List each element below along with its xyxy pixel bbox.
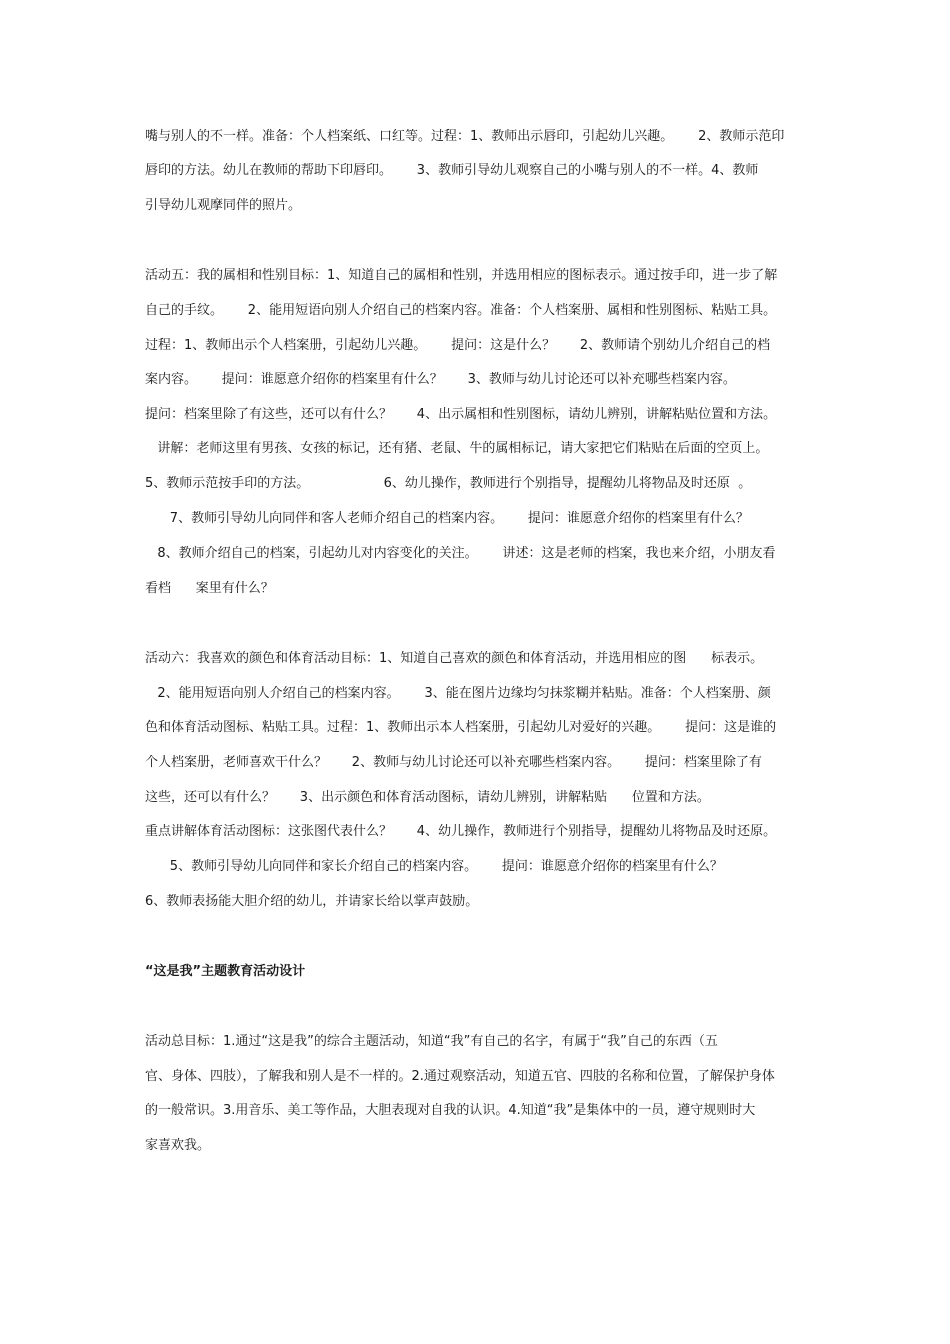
text-line: 引导幼儿观摩同伴的照片。 (145, 198, 302, 213)
text-line: 的一般常识。3.用音乐、美工等作品，大胆表现对自我的认识。4.知道“我”是集体中的一员，遵守规则时大 (145, 1103, 756, 1118)
section-heading: “这是我”主题教育活动设计 (145, 964, 306, 979)
text-line: 官、身体、四肢），了解我和别人是不一样的。2.通过观察活动，知道五官、四肢的名称和位置，了解保护身体 (145, 1069, 775, 1084)
text-line: 嘴与别人的不一样。准备：个人档案纸、口红等。过程：1、教师出示唇印，引起幼儿兴趣。 2、教师示范印 (145, 129, 785, 144)
text-line: 个人档案册，老师喜欢干什么？ 2、教师与幼儿讨论还可以补充哪些档案内容。 提问：档案里除了有 (145, 755, 762, 770)
text-line: 唇印的方法。幼儿在教师的帮助下印唇印。 3、教师引导幼儿观察自己的小嘴与别人的不一样。4、教师 (145, 163, 759, 178)
text-line: 这些，还可以有什么？ 3、出示颜色和体育活动图标，请幼儿辨别，讲解粘贴 位置和方法。 (145, 790, 710, 805)
text-line: 讲解：老师这里有男孩、女孩的标记，还有猪、老鼠、牛的属相标记，请大家把它们粘贴在后面的空页上。 (145, 441, 769, 456)
text-line: 色和体育活动图标、粘贴工具。过程：1、教师出示本人档案册，引起幼儿对爱好的兴趣。 提问：这是谁的 (145, 720, 777, 735)
text-line: 活动总目标：1.通过“这是我”的综合主题活动，知道“我”有自己的名字，有属于“我”自己的东西（五 (145, 1034, 718, 1049)
text-line: 自己的手纹。 2、能用短语向别人介绍自己的档案内容。准备：个人档案册、属相和性别图标、粘贴工具。 (145, 303, 777, 318)
text-line: 5、教师引导幼儿向同伴和家长介绍自己的档案内容。 提问：谁愿意介绍你的档案里有什么？ (145, 859, 723, 874)
text-line: 提问：档案里除了有这些，还可以有什么？ 4、出示属相和性别图标，请幼儿辨别，讲解粘贴位置和方法。 (145, 407, 777, 422)
text-line: 看档 案里有什么？ (145, 581, 274, 596)
text-line: 家喜欢我。 (145, 1138, 211, 1153)
text-line: 活动五：我的属相和性别目标：1、知道自己的属相和性别，并选用相应的图标表示。通过按手印，进一步了解 (145, 268, 778, 283)
text-line: 7、教师引导幼儿向同伴和客人老师介绍自己的档案内容。 提问：谁愿意介绍你的档案里有什么？ (145, 511, 749, 526)
text-line: 5、教师示范按手印的方法。 6、幼儿操作，教师进行个别指导，提醒幼儿将物品及时还原 。 (145, 476, 752, 491)
text-line: 6、教师表扬能大胆介绍的幼儿，并请家长给以掌声鼓励。 (145, 894, 479, 909)
text-line: 重点讲解体育活动图标：这张图代表什么？ 4、幼儿操作，教师进行个别指导，提醒幼儿将物品及时还原。 (145, 824, 777, 839)
text-line: 案内容。 提问：谁愿意介绍你的档案里有什么？ 3、教师与幼儿讨论还可以补充哪些档案内容。 (145, 372, 736, 387)
text-line: 8、教师介绍自己的档案，引起幼儿对内容变化的关注。 讲述：这是老师的档案，我也来介绍，小朋友看 (145, 546, 776, 561)
text-line: 过程：1、教师出示个人档案册，引起幼儿兴趣。 提问：这是什么？ 2、教师请个别幼儿介绍自己的档 (145, 338, 771, 353)
text-line: 2、能用短语向别人介绍自己的档案内容。 3、能在图片边缘均匀抹浆糊并粘贴。准备：个人档案册、颜 (145, 686, 771, 701)
text-line: 活动六：我喜欢的颜色和体育活动目标：1、知道自己喜欢的颜色和体育活动，并选用相应的图 标表示。 (145, 651, 764, 666)
